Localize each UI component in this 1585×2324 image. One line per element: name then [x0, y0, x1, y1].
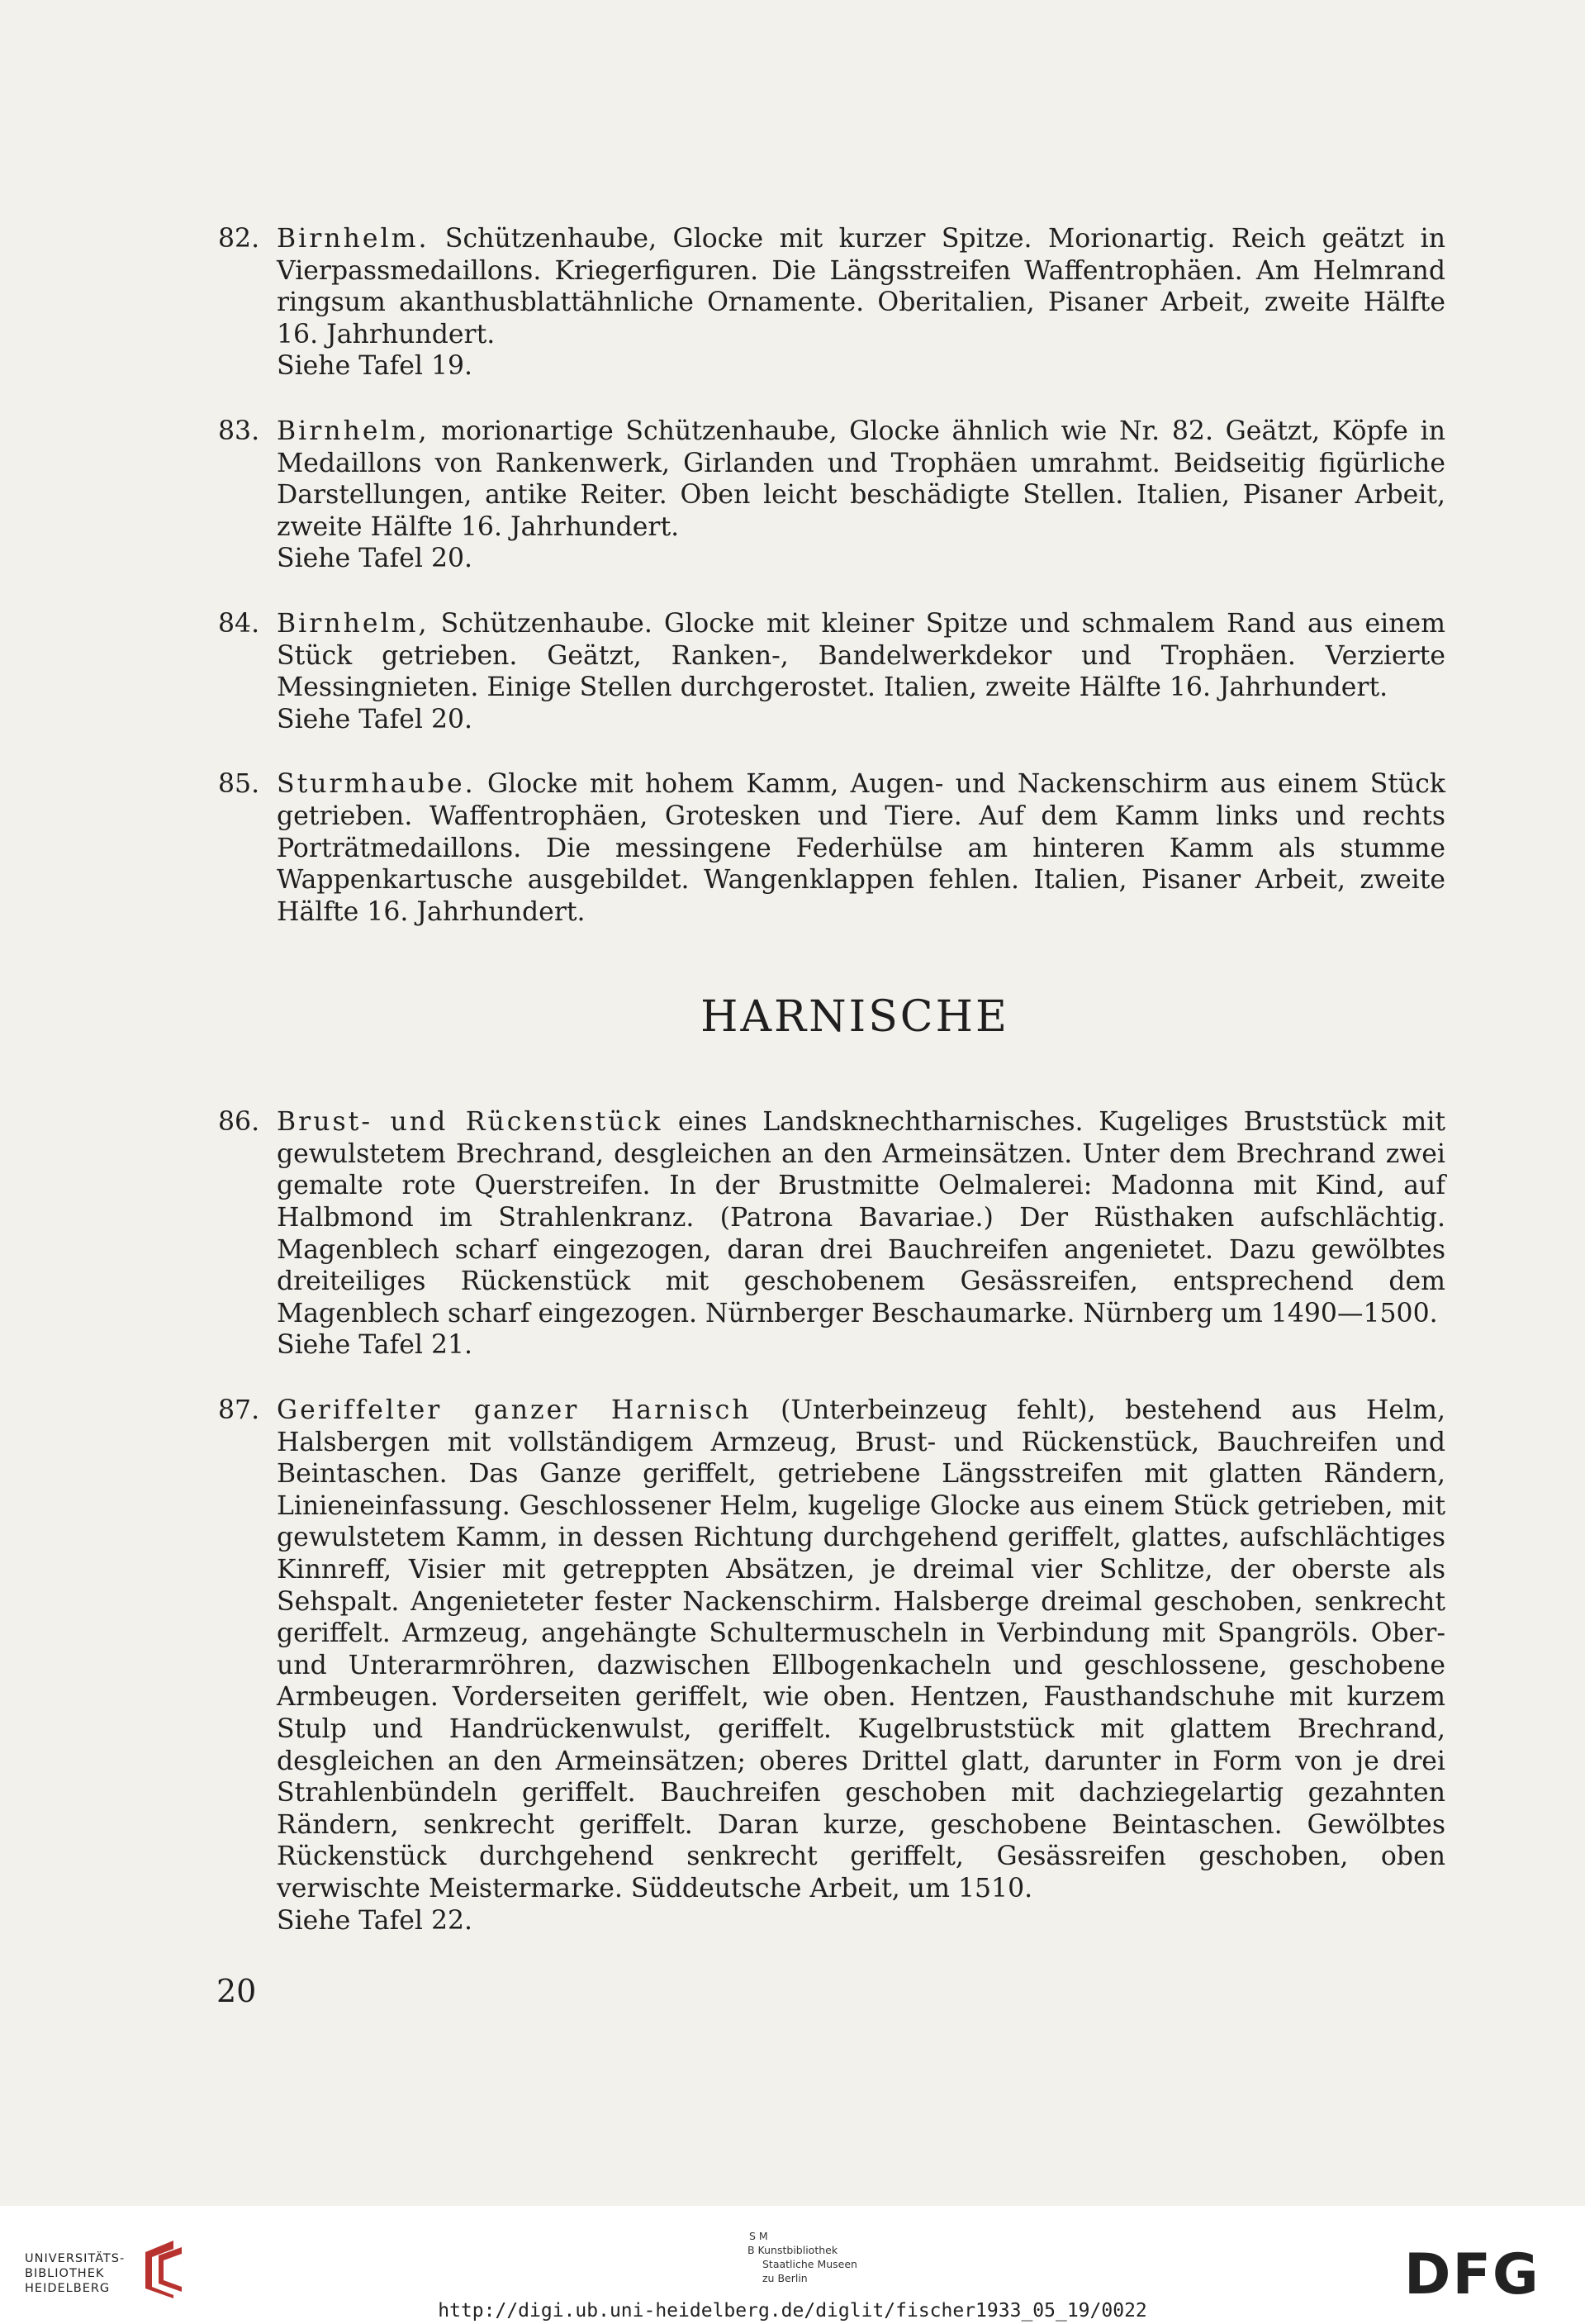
catalog-entry	[218, 416, 1445, 575]
entry-lead: Brust- und Rückenstück	[277, 1107, 663, 1138]
entry-number: 87.	[218, 1395, 260, 1426]
entry-see-plate: Siehe Tafel 20.	[277, 704, 473, 734]
entry-see-plate: Siehe Tafel 22.	[277, 1905, 473, 1936]
catalog-content	[218, 223, 1446, 1970]
permalink-url[interactable]: http://digi.ub.uni-heidelberg.de/diglit/fischer1933_05_19/0022	[438, 2300, 1147, 2322]
dfg-logo[interactable]: DFG	[1404, 2242, 1540, 2307]
ub-logo-line: UNIVERSITÄTS-	[25, 2252, 126, 2265]
catalog-entry	[218, 1106, 1446, 1362]
entry-lead: Sturmhaube.	[277, 769, 476, 800]
entry-text: Schützenhaube, Glocke mit kurzer Spitze. Morionartig. Reich geätzt in Vierpassmedaillons. Kriegerfiguren. Die Längsstreifen Waffentrophäen. Am Helmrand ringsum akanthusblattähnliche Ornamente. Oberitalien, Pisaner Arbeit, zweite Hälfte 16. Jahrhundert.	[277, 224, 1445, 349]
sm-logo-line: S M	[749, 2230, 768, 2242]
sm-kunstbibliothek-logo[interactable]	[747, 2229, 857, 2285]
entry-text: Glocke mit hohem Kamm, Augen- und Nackenschirm aus einem Stück getrieben. Waffentrophäen, Grotesken und Tiere. Auf dem Kamm links und rechts Porträtmedaillons. Die messingene Federhülse am hinteren Kamm als stumme Wappenkartusche ausgebildet. Wangenklappen fehlen. Italien, Pisaner Arbeit, zweite Hälfte 16. Jahrhundert.	[277, 769, 1445, 927]
entry-number: 86.	[218, 1107, 260, 1138]
entries-bottom	[218, 1106, 1446, 1937]
ub-logo-line: HEIDELBERG	[25, 2282, 111, 2295]
entry-number: 83.	[218, 416, 260, 446]
catalog-entry	[218, 223, 1445, 383]
entry-number: 84.	[218, 608, 260, 639]
entry-see-plate: Siehe Tafel 19.	[277, 351, 473, 382]
entry-see-plate: Siehe Tafel 21.	[277, 1330, 473, 1361]
catalog-entry	[218, 608, 1445, 735]
entry-lead: Birnhelm.	[277, 224, 429, 254]
entries-top	[218, 223, 1445, 928]
page-number: 20	[216, 1973, 257, 2009]
sm-logo-line: B Kunstbibliothek	[747, 2244, 838, 2256]
ub-heidelberg-logo[interactable]	[25, 2251, 125, 2296]
ub-emblem-icon	[140, 2237, 187, 2298]
sm-logo-line: Staatliche Museen	[762, 2258, 857, 2270]
sm-logo-line: zu Berlin	[762, 2272, 808, 2284]
entry-text: (Unterbeinzeug fehlt), bestehend aus Helm, Halsbergen mit vollständigem Armzeug, Brust- und Rückenstück, Bauchreifen und Beintaschen. Das Ganze geriffelt, getriebene Längsstreifen mit glatten Rändern, Linieneinfassung. Geschlossener Helm, kugelige Glocke aus einem Stück getrieben, mit gewulstetem Kamm, in dessen Richtung durchgehend geriffelt, glattes, aufschlächtiges Kinnreff, Visier mit getreppten Absätzen, je dreimal vier Schlitze, der oberste als Sehspalt. Angenieteter fester Nackenschirm. Halsberge dreimal geschoben, senkrecht geriffelt. Armzeug, angehängte Schultermuscheln in Verbindung mit Spangröls. Ober- und Unterarmröhren, dazwischen Ellbogenkacheln und geschlossene, geschobene Armbeugen. Vorderseiten geriffelt, wie oben. Hentzen, Fausthandschuhe mit kurzem Stulp und Handrückenwulst, geriffelt. Kugelbruststück mit glattem Brechrand, desgleichen an den Armeinsätzen; oberes Drittel glatt, darunter in Form von je drei Strahlenbündeln geriffelt. Bauchreifen geschoben mit dachziegelartig gezahnten Rändern, senkrecht geriffelt. Daran kurze, geschobene Beintaschen. Gewölbtes Rückenstück durchgehend senkrecht geriffelt, Gesässreifen geschoben, oben verwischte Meistermarke. Süddeutsche Arbeit, um 1510.	[277, 1395, 1445, 1903]
catalog-entry	[218, 768, 1445, 928]
entry-lead: Birnhelm,	[277, 416, 429, 446]
entry-lead: Geriffelter ganzer Harnisch	[277, 1395, 752, 1426]
entry-number: 82.	[218, 224, 260, 254]
entry-text: eines Landsknechtharnisches. Kugeliges Bruststück mit gewulstetem Brechrand, desgleichen an den Armeinsätzen. Unter dem Brechrand zwei gemalte rote Querstreifen. In der Brustmitte Oelmalerei: Madonna mit Kind, auf Halbmond im Strahlenkranz. (Patrona Bavariae.) Der Rüsthaken aufschlächtig. Magenblech scharf eingezogen, daran drei Bauchreifen angenietet. Dazu gewölbtes dreiteiliges Rückenstück mit geschobenem Gesässreifen, entsprechend dem Magenblech scharf eingezogen. Nürnberger Beschaumarke. Nürnberg um 1490—1500.	[277, 1107, 1446, 1328]
entry-number: 85.	[218, 769, 260, 800]
catalog-entry	[218, 1395, 1445, 1937]
ub-logo-line: BIBLIOTHEK	[25, 2267, 105, 2280]
entry-lead: Birnhelm,	[277, 608, 429, 639]
section-title: HARNISCHE	[700, 992, 1009, 1043]
digitization-footer	[0, 2206, 1585, 2324]
entry-see-plate: Siehe Tafel 20.	[277, 544, 473, 574]
entry-text: morionartige Schützenhaube, Glocke ähnlich wie Nr. 82. Geätzt, Köpfe in Medaillons von Rankenwerk, Girlanden und Trophäen umrahmt. Beidseitig figürliche Darstellungen, antike Reiter. Oben leicht beschädigte Stellen. Italien, Pisaner Arbeit, zweite Hälfte 16. Jahrhundert.	[277, 416, 1445, 542]
entry-text: Schützenhaube. Glocke mit kleiner Spitze und schmalem Rand aus einem Stück getrieben. Geätzt, Ranken-, Bandelwerkdekor und Trophäen. Verzierte Messingnieten. Einige Stellen durchgerostet. Italien, zweite Hälfte 16. Jahrhundert.	[277, 608, 1445, 703]
